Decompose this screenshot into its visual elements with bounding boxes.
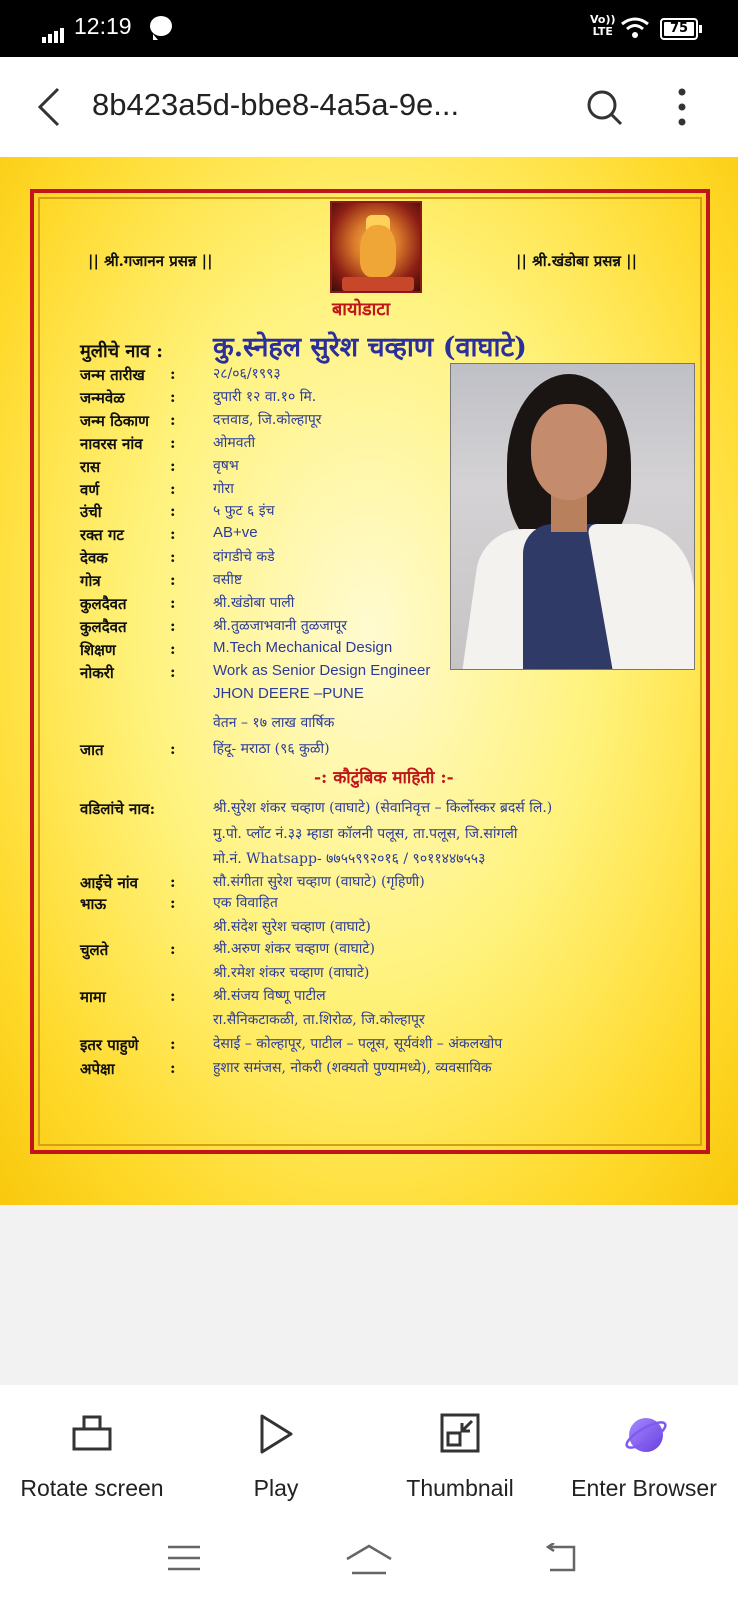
caste-value: हिंदू- मराठा (९६ कुळी) bbox=[213, 741, 330, 757]
browser-planet-icon bbox=[624, 1413, 668, 1457]
enter-browser-button[interactable] bbox=[552, 1385, 736, 1525]
viewer-background bbox=[0, 1205, 738, 1385]
more-options-icon[interactable] bbox=[676, 87, 688, 127]
battery-icon: 75 bbox=[660, 18, 698, 40]
biodata-document[interactable]: || श्री.गजानन प्रसन्न || || श्री.खंडोबा प्रसन्न || बायोडाटा मुलीचे नाव : कु.स्नेहल सुरेश चव्हाण (वाघाटे) JHON DEERE –PUNE वेतन – १७ लाख वार्षिक जात : हिंदू- मराठा (९६ कुळी) -: कौटुंबिक माहिती :- वडिलांचे नाव: श्री.सुरेश शंकर चव्हाण (वाघाटे) (सेवानिवृत्त – किर्लोस्कर ब्रदर्स लि.) मु.पो. प्लॉट नं.३३ म्हाडा कॉलनी पलूस, ता.पलूस, जि.सांगली मो.नं. Whatsapp- ७७५५९९२०१६ / ९०११४४७५५३ आईचे नांव : सौ.संगीता सुरेश चव्हाण (वाघाटे) (गृहिणी) भाऊ : एक विवाहित श्री.संदेश सुरेश चव्हाण (वाघाटे) चुलते : श्री.अरुण शंकर चव्हाण (वाघाटे) श्री.रमेश शंकर चव्हाण (वाघाटे) मामा : श्री.संजय विष्णू पाटील रा.सैनिकटाकळी, ता.शिरोळ, जि.कोल्हापूर इतर पाहुणे : देसाई – कोल्हापूर, पाटील – पलूस, सूर्यवंशी – अंकलखोप अपेक्षा : हुशार समंजस, नोकरी (शक्यतो पुण्यामध्ये), व्यवसायिक जन्म तारीख : २८/०६/१९९३ जन्मवेळ : दुपारी १२ वा.१० मि. जन्म ठिकाण : दत्तवाड, जि.कोल्हापूर नावरस नांव : ओमवती रास : वृषभ वर्ण : गोरा उंची : ५ फुट ६ इंच रक्त गट : AB+ve देवक : दांगडीचे कडे गोत्र : वसीष्ट कुलदैवत : श्री.खंडोबा पाली कुलदैवत : श्री.तुळजाभवानी तुळजापूर शिक्षण : M.Tech Mechanical Design नोकरी : Work as Senior Design Engineer bbox=[0, 157, 738, 1205]
field-colon: : bbox=[170, 617, 176, 635]
play-label: Play bbox=[253, 1475, 299, 1501]
volte-icon: Vo)) LTE bbox=[590, 13, 616, 38]
field-colon: : bbox=[170, 571, 176, 589]
field-label: वर्ण bbox=[80, 481, 100, 499]
back-arrow-icon[interactable] bbox=[36, 87, 62, 127]
search-icon[interactable] bbox=[586, 89, 624, 127]
thumbnail-label: Thumbnail bbox=[406, 1475, 514, 1501]
field-colon: : bbox=[170, 388, 176, 406]
field-value: दत्तवाड, जि.कोल्हापूर bbox=[213, 412, 322, 428]
mama-line-2: रा.सैनिकटाकळी, ता.शिरोळ, जि.कोल्हापूर bbox=[213, 1012, 425, 1028]
field-value: वसीष्ट bbox=[213, 572, 243, 588]
rotate-screen-label: Rotate screen bbox=[20, 1475, 164, 1501]
caste-label: जात bbox=[80, 741, 104, 759]
field-value: ५ फुट ६ इंच bbox=[213, 503, 275, 519]
rotate-screen-icon bbox=[72, 1413, 112, 1453]
signal-icon bbox=[42, 24, 66, 43]
bottom-action-bar bbox=[0, 1385, 738, 1525]
message-icon bbox=[150, 16, 172, 36]
field-colon: : bbox=[170, 594, 176, 612]
play-button[interactable] bbox=[184, 1385, 368, 1525]
biodata-heading: बायोडाटा bbox=[332, 299, 391, 320]
relatives-value: देसाई – कोल्हापूर, पाटील – पलूस, सूर्यवंशी – अंकलखोप bbox=[213, 1036, 503, 1052]
field-value: Work as Senior Design Engineer bbox=[213, 662, 431, 679]
back-nav-icon[interactable] bbox=[542, 1543, 578, 1573]
invocation-right: || श्री.खंडोबा प्रसन्न || bbox=[516, 252, 638, 270]
thumbnail-icon bbox=[440, 1413, 480, 1453]
field-label: रक्त गट bbox=[80, 526, 124, 544]
field-colon: : bbox=[170, 480, 176, 498]
uncle-line-1: श्री.अरुण शंकर चव्हाण (वाघाटे) bbox=[213, 941, 375, 957]
field-value: दुपारी १२ वा.१० मि. bbox=[213, 389, 317, 405]
field-colon: : bbox=[170, 548, 176, 566]
father-line-1: श्री.सुरेश शंकर चव्हाण (वाघाटे) (सेवानिवृत्त – किर्लोस्कर ब्रदर्स लि.) bbox=[213, 800, 553, 816]
field-colon: : bbox=[170, 411, 176, 429]
field-label: कुलदैवत bbox=[80, 618, 127, 636]
relatives-label: इतर पाहुणे bbox=[80, 1036, 139, 1054]
field-colon: : bbox=[170, 525, 176, 543]
field-colon: : bbox=[170, 434, 176, 452]
name-label: मुलीचे नाव : bbox=[80, 341, 163, 362]
mama-label: मामा bbox=[80, 988, 106, 1006]
brother-line-1: एक विवाहित bbox=[213, 895, 278, 911]
brother-label: भाऊ bbox=[80, 895, 107, 913]
field-label: रास bbox=[80, 458, 101, 476]
father-label: वडिलांचे नाव: bbox=[80, 800, 156, 818]
field-label: उंची bbox=[80, 503, 102, 521]
brother-line-2: श्री.संदेश सुरेश चव्हाण (वाघाटे) bbox=[213, 919, 371, 935]
portrait-photo bbox=[450, 363, 695, 670]
field-value: AB+ve bbox=[213, 524, 258, 541]
salary: वेतन – १७ लाख वार्षिक bbox=[213, 715, 335, 731]
app-bar bbox=[0, 57, 738, 157]
status-time: 12:19 bbox=[74, 13, 132, 39]
mother-value: सौ.संगीता सुरेश चव्हाण (वाघाटे) (गृहिणी) bbox=[213, 874, 425, 890]
field-colon: : bbox=[170, 663, 176, 681]
field-value: श्री.खंडोबा पाली bbox=[213, 595, 295, 611]
family-heading: -: कौटुंबिक माहिती :- bbox=[314, 768, 454, 788]
uncle-label: चुलते bbox=[80, 941, 109, 959]
field-colon: : bbox=[170, 502, 176, 520]
field-colon: : bbox=[170, 457, 176, 475]
field-label: जन्मवेळ bbox=[80, 389, 125, 407]
field-value: ओमवती bbox=[213, 435, 256, 451]
field-value: श्री.तुळजाभवानी तुळजापूर bbox=[213, 618, 348, 634]
menu-icon[interactable] bbox=[166, 1543, 202, 1573]
expectation-value: हुशार समंजस, नोकरी (शक्यतो पुण्यामध्ये), व्यवसायिक bbox=[213, 1060, 492, 1076]
file-title: 8b423a5d-bbe8-4a5a-9e... bbox=[92, 87, 460, 122]
expectation-label: अपेक्षा bbox=[80, 1060, 115, 1078]
ganesh-image bbox=[330, 201, 422, 293]
field-colon: : bbox=[170, 640, 176, 658]
play-icon bbox=[256, 1413, 296, 1455]
field-label: देवक bbox=[80, 549, 108, 567]
field-value: २८/०६/१९९३ bbox=[213, 366, 281, 382]
home-icon[interactable] bbox=[344, 1543, 394, 1577]
field-label: जन्म ठिकाण bbox=[80, 412, 149, 430]
status-bar bbox=[0, 0, 738, 57]
job-company: JHON DEERE –PUNE bbox=[213, 685, 364, 702]
rotate-screen-button[interactable] bbox=[0, 1385, 184, 1525]
field-label: शिक्षण bbox=[80, 641, 116, 659]
enter-browser-label: Enter Browser bbox=[571, 1475, 717, 1501]
field-label: नोकरी bbox=[80, 664, 114, 682]
wifi-icon bbox=[620, 16, 650, 40]
field-label: कुलदैवत bbox=[80, 595, 127, 613]
invocation-left: || श्री.गजानन प्रसन्न || bbox=[88, 252, 213, 270]
uncle-line-2: श्री.रमेश शंकर चव्हाण (वाघाटे) bbox=[213, 965, 370, 981]
field-label: जन्म तारीख bbox=[80, 366, 145, 384]
system-nav-bar bbox=[0, 1525, 738, 1600]
field-label: गोत्र bbox=[80, 572, 101, 590]
field-value: वृषभ bbox=[213, 458, 239, 474]
mama-line-1: श्री.संजय विष्णू पाटील bbox=[213, 988, 326, 1004]
field-label: नावरस नांव bbox=[80, 435, 143, 453]
father-line-3: मो.नं. Whatsapp- ७७५५९९२०१६ / ९०११४४७५५३ bbox=[213, 851, 486, 867]
field-value: M.Tech Mechanical Design bbox=[213, 639, 393, 656]
field-colon: : bbox=[170, 365, 176, 383]
name-value: कु.स्नेहल सुरेश चव्हाण (वाघाटे) bbox=[213, 332, 527, 363]
field-value: गोरा bbox=[213, 481, 234, 497]
father-line-2: मु.पो. प्लॉट नं.३३ म्हाडा कॉलनी पलूस, ता.पलूस, जि.सांगली bbox=[213, 826, 518, 842]
field-value: दांगडीचे कडे bbox=[213, 549, 275, 565]
mother-label: आईचे नांव bbox=[80, 874, 138, 892]
thumbnail-button[interactable] bbox=[368, 1385, 552, 1525]
